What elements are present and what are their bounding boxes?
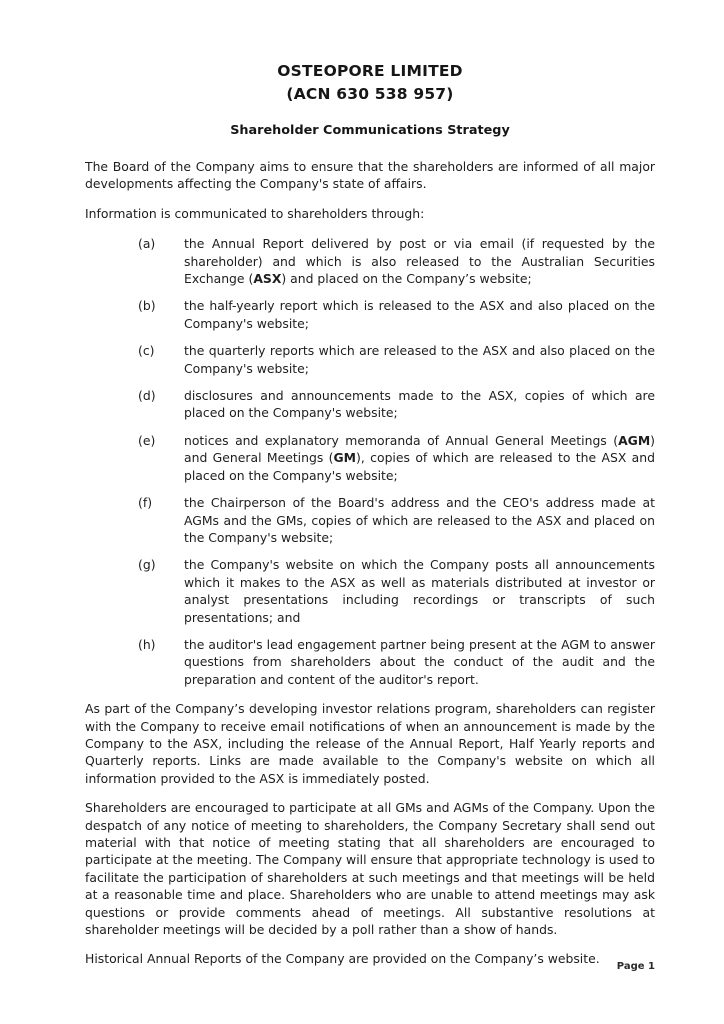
list-item-label: (g) (138, 557, 156, 573)
list-item-text: the half-yearly report which is released to the ASX and also placed on the Company's website; (184, 298, 655, 331)
list-item-text: disclosures and announcements made to the ASX, copies of which are placed on the Company's website; (184, 388, 655, 421)
list-item (85, 636, 655, 688)
company-acn: (ACN 630 538 957) (286, 85, 454, 103)
list-item (85, 432, 655, 484)
company-name: OSTEOPORE LIMITED (277, 62, 463, 80)
paragraph-register: As part of the Company’s developing investor relations program, shareholders can register with the Company to receive email notifications of when an announcement is made by the Company to the ASX, including the release of the Annual Report, Half Yearly reports and Quarterly reports. Links are made available to the Company's website on which all information provided to the ASX is immediately posted. (85, 701, 655, 786)
list-item-label: (d) (138, 388, 156, 404)
paragraph-historical: Historical Annual Reports of the Company are provided on the Company’s website. (85, 951, 600, 967)
list-item-text: the auditor's lead engagement partner being present at the AGM to answer questions from shareholders about the conduct of the audit and the preparation and content of the auditor's report. (184, 636, 655, 687)
document-subtitle: Shareholder Communications Strategy (230, 123, 510, 138)
paragraph-intro: The Board of the Company aims to ensure that the shareholders are informed of all major developments affecting the Company's state of affairs. (85, 159, 655, 192)
communication-channels-list (85, 235, 655, 688)
list-item-label: (h) (138, 636, 156, 652)
list-item (85, 494, 655, 546)
list-item (85, 556, 655, 626)
list-item-label: (c) (138, 343, 155, 359)
list-item-text: the quarterly reports which are released to the ASX and also placed on the Company's website; (184, 343, 655, 376)
list-item-label: (e) (138, 432, 156, 448)
list-item-text: the Annual Report delivered by post or via email (if requested by the shareholder) and which is also released to the Australian Securities Exchange (ASX) and placed on the Company’s website; (184, 236, 655, 287)
list-item (85, 342, 655, 377)
list-item-label: (a) (138, 236, 156, 252)
page-number: Page 1 (616, 961, 655, 972)
list-item-label: (b) (138, 298, 156, 314)
list-item-text: the Chairperson of the Board's address and the CEO's address made at AGMs and the GMs, copies of which are released to the ASX and placed on the Company's website; (184, 495, 655, 545)
paragraph-lead-in: Information is communicated to shareholders through: (85, 205, 425, 221)
list-item-text: the Company's website on which the Company posts all announcements which it makes to the ASX as well as materials distributed at investor or analyst presentations including recordings or transcripts of such presentations; and (184, 557, 655, 625)
list-item (85, 387, 655, 422)
document-title (85, 60, 655, 106)
list-item (85, 297, 655, 332)
list-item (85, 235, 655, 287)
list-item-label: (f) (138, 495, 153, 511)
list-item-text: notices and explanatory memoranda of Annual General Meetings (AGM) and General Meetings (GM), copies of which are released to the ASX and placed on the Company's website; (184, 432, 655, 483)
paragraph-participation: Shareholders are encouraged to participate at all GMs and AGMs of the Company. Upon the despatch of any notice of meeting to shareholders, the Company Secretary shall send out material with that notice of meeting stating that all shareholders are encouraged to participate at the meeting. The Company will ensure that appropriate technology is used to facilitate the participation of shareholders at such meetings and that meetings will be held at a reasonable time and place. Shareholders who are unable to attend meetings may ask questions or provide comments ahead of meetings. All substantive resolutions at shareholder meetings will be decided by a poll rather than a show of hands. (85, 800, 655, 938)
